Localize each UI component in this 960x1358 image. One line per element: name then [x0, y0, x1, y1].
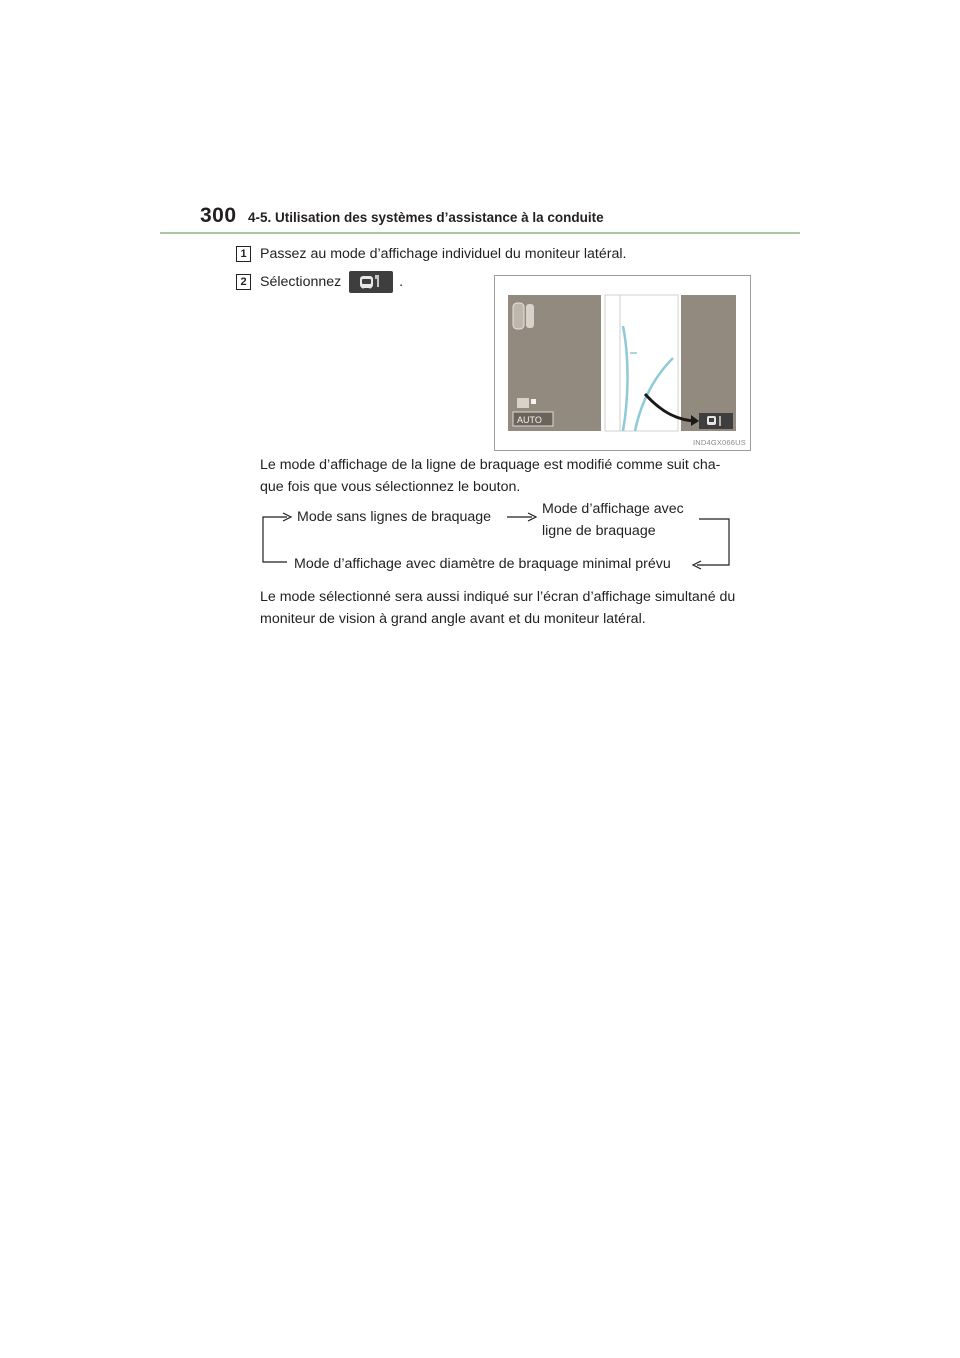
- page-number: 300: [200, 204, 237, 227]
- step-2-text: [260, 271, 403, 293]
- step-1-badge: 1: [236, 246, 251, 262]
- paragraph-2-line-1: Le mode sélectionné sera aussi indiqué sur l’écran d’affichage simultané du: [260, 589, 736, 605]
- mode-no-guidelines: Mode sans lignes de braquage: [297, 509, 492, 525]
- step-2-text-before: Sélectionnez: [260, 274, 342, 290]
- side-camera-guideline-icon: [349, 271, 393, 293]
- mode-guideline-line-2: ligne de braquage: [542, 523, 656, 539]
- header-divider: [160, 232, 800, 234]
- paragraph-1-line-2: que fois que vous sélectionnez le bouton.: [260, 479, 521, 495]
- monitor-screen-illustration: [495, 276, 750, 450]
- screen-auto-label: AUTO: [517, 415, 542, 425]
- monitor-screen-figure: [494, 275, 751, 451]
- mode-min-turning-diameter: Mode d’affichage avec diamètre de braquage minimal prévu: [294, 556, 671, 572]
- step-2-text-after: .: [399, 274, 404, 290]
- paragraph-1-line-1: Le mode d’affichage de la ligne de braquage est modifié comme suit cha-: [260, 457, 721, 473]
- section-title: 4-5. Utilisation des systèmes d’assistance à la conduite: [248, 210, 604, 225]
- figure-caption: IND4GX066US: [692, 438, 746, 447]
- step-1-text: Passez au mode d’affichage individuel du moniteur latéral.: [260, 246, 627, 262]
- step-2-badge: 2: [236, 274, 251, 290]
- paragraph-2-line-2: moniteur de vision à grand angle avant et du moniteur latéral.: [260, 611, 646, 627]
- mode-guideline-line-1: Mode d’affichage avec: [542, 501, 684, 517]
